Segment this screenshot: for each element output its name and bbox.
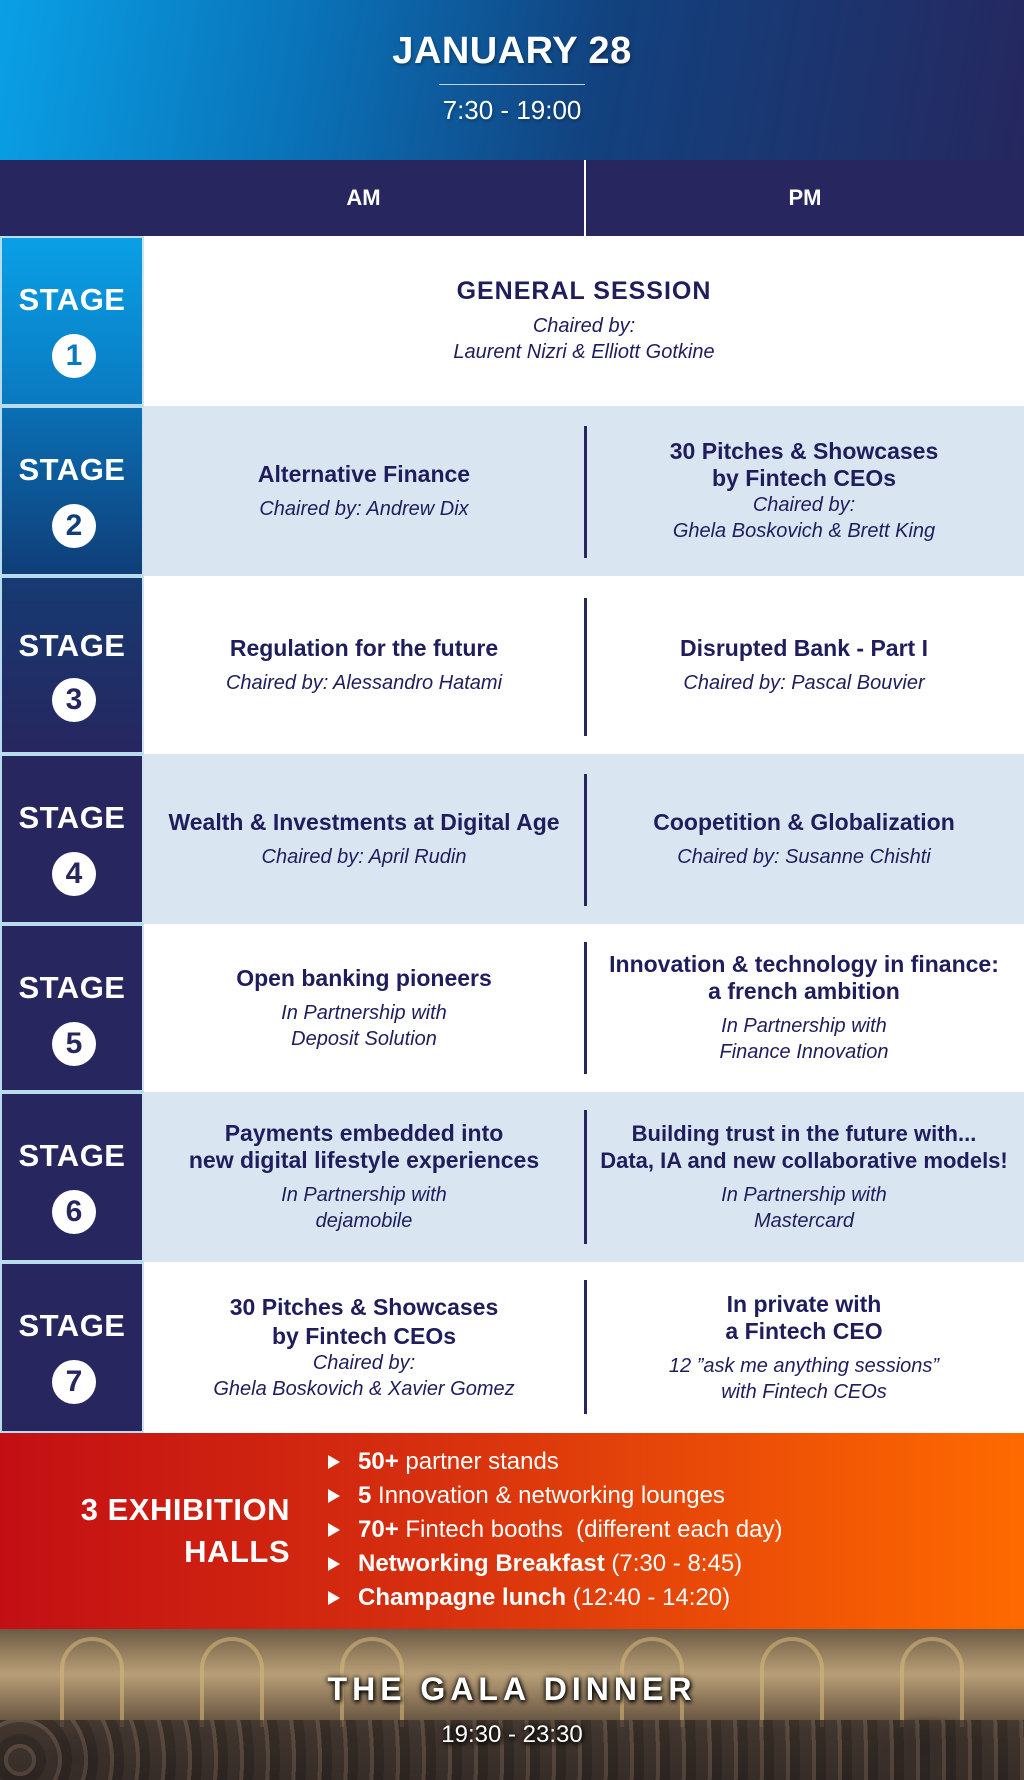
am-session-cell [144, 1092, 584, 1262]
session-title: Regulation for the future [229, 634, 499, 661]
am-session-cell [144, 924, 584, 1092]
stage-number: 2 [52, 504, 96, 548]
partner-line: In Partnership with [281, 1184, 447, 1206]
session-title: Wealth & Investments at Digital Age [168, 808, 560, 835]
chair-names: Ghela Boskovich & Xavier Gomez [213, 1377, 515, 1400]
session-title: Open banking pioneers [236, 964, 492, 991]
pm-session-cell [584, 754, 1024, 924]
stage-label-7 [0, 1262, 144, 1433]
am-column-label: AM [346, 185, 381, 210]
stage-label-3 [0, 576, 144, 754]
pm-session-cell [584, 576, 1024, 754]
gala-dinner-banner [0, 1629, 1024, 1780]
stage-row-1 [0, 236, 1024, 406]
session-title: GENERAL SESSION [456, 276, 712, 305]
stage-number: 6 [52, 1190, 96, 1234]
stage-row-5 [0, 924, 1024, 1092]
list-item: 50+ partner stands [328, 1445, 783, 1479]
stage-number: 7 [52, 1360, 96, 1404]
date-header [0, 0, 1024, 160]
pm-session-cell [584, 1092, 1024, 1262]
session-title: new digital lifestyle experiences [188, 1147, 540, 1173]
session-title: Data, IA and new collaborative models! [600, 1148, 1008, 1173]
pm-session-cell [584, 924, 1024, 1092]
event-hours: 7:30 - 19:00 [442, 95, 582, 125]
partner-name: Finance Innovation [719, 1041, 889, 1063]
session-title: by Fintech CEOs [271, 1322, 457, 1349]
exhibition-list [328, 1445, 783, 1615]
pm-session-cell [584, 406, 1024, 576]
gala-hours: 19:30 - 23:30 [441, 1721, 583, 1748]
partner-line: In Partnership with [721, 1015, 887, 1037]
chair-line: Chaired by: Pascal Bouvier [683, 671, 925, 694]
list-item: Champagne lunch (12:40 - 14:20) [328, 1581, 783, 1615]
stage-number: 5 [52, 1022, 96, 1066]
general-session-cell [144, 236, 1024, 406]
exhibition-heading [40, 1489, 290, 1573]
stage-word: STAGE [18, 1138, 126, 1173]
am-session-cell [144, 754, 584, 924]
play-bullet-icon [328, 1591, 340, 1605]
stage-word: STAGE [18, 628, 126, 663]
chair-line: Chaired by: [752, 494, 856, 516]
play-bullet-icon [328, 1455, 340, 1469]
session-title: Innovation & technology in finance: [609, 951, 999, 977]
session-title: Alternative Finance [257, 460, 471, 487]
pm-session-cell [584, 1262, 1024, 1433]
partner-line: In Partnership with [721, 1184, 887, 1206]
partner-name: Mastercard [753, 1210, 855, 1232]
chair-line: Chaired by: April Rudin [261, 845, 467, 868]
session-title: Building trust in the future with... [631, 1121, 977, 1146]
chair-line: Chaired by: Andrew Dix [259, 497, 469, 520]
list-item: Networking Breakfast (7:30 - 8:45) [328, 1547, 783, 1581]
stage-word: STAGE [18, 800, 126, 835]
session-title: Coopetition & Globalization [653, 808, 955, 835]
stage-word: STAGE [18, 452, 126, 487]
exhibition-heading-line: 3 EXHIBITION [80, 1492, 290, 1527]
stage-label-4 [0, 754, 144, 924]
session-detail: with Fintech CEOs [721, 1380, 887, 1403]
stage-number: 3 [52, 678, 96, 722]
session-title: by Fintech CEOs [711, 465, 897, 491]
partner-name: Deposit Solution [291, 1027, 437, 1050]
play-bullet-icon [328, 1557, 340, 1571]
pm-column-label: PM [584, 160, 1024, 236]
stage-word: STAGE [18, 1308, 126, 1343]
stage-number: 1 [52, 334, 96, 378]
am-pm-header [0, 160, 1024, 236]
stage-label-2 [0, 406, 144, 576]
am-session-cell [144, 1262, 584, 1433]
am-session-cell [144, 406, 584, 576]
stage-label-5 [0, 924, 144, 1092]
stage-word: STAGE [18, 282, 126, 317]
chair-line: Chaired by: Alessandro Hatami [225, 671, 503, 694]
chair-names: Ghela Boskovich & Brett King [672, 520, 936, 542]
chair-line: Chaired by: [312, 1351, 416, 1374]
stage-label-6 [0, 1092, 144, 1262]
stage-row-7 [0, 1262, 1024, 1433]
session-title: a french ambition [708, 978, 900, 1004]
stage-number: 4 [52, 852, 96, 896]
chair-line: Chaired by: [532, 314, 636, 337]
header-divider [439, 84, 585, 85]
stage-row-6 [0, 1092, 1024, 1262]
session-title: 30 Pitches & Showcases [229, 1293, 499, 1320]
gala-title: THE GALA DINNER [327, 1671, 697, 1707]
stage-row-4 [0, 754, 1024, 924]
session-title: a Fintech CEO [725, 1317, 883, 1344]
stage-row-3 [0, 576, 1024, 754]
play-bullet-icon [328, 1489, 340, 1503]
stage-row-2 [0, 406, 1024, 576]
exhibition-halls-banner [0, 1433, 1024, 1629]
session-title: In private with [726, 1290, 882, 1317]
list-item: 70+ Fintech booths (different each day) [328, 1513, 783, 1547]
am-session-cell [144, 576, 584, 754]
stage-word: STAGE [18, 970, 126, 1005]
session-title: Payments embedded into [224, 1120, 504, 1146]
chair-names: Laurent Nizri & Elliott Gotkine [453, 340, 715, 363]
session-title: 30 Pitches & Showcases [669, 438, 939, 464]
exhibition-heading-line: HALLS [184, 1534, 290, 1569]
session-detail: 12 ”ask me anything sessions” [668, 1354, 940, 1377]
chair-line: Chaired by: Susanne Chishti [677, 845, 931, 868]
session-title: Disrupted Bank - Part I [680, 634, 928, 661]
event-date: JANUARY 28 [392, 30, 632, 72]
play-bullet-icon [328, 1523, 340, 1537]
partner-line: In Partnership with [281, 1001, 447, 1024]
partner-name: dejamobile [315, 1210, 413, 1232]
stage-label-1 [0, 236, 144, 406]
list-item: 5 Innovation & networking lounges [328, 1479, 783, 1513]
